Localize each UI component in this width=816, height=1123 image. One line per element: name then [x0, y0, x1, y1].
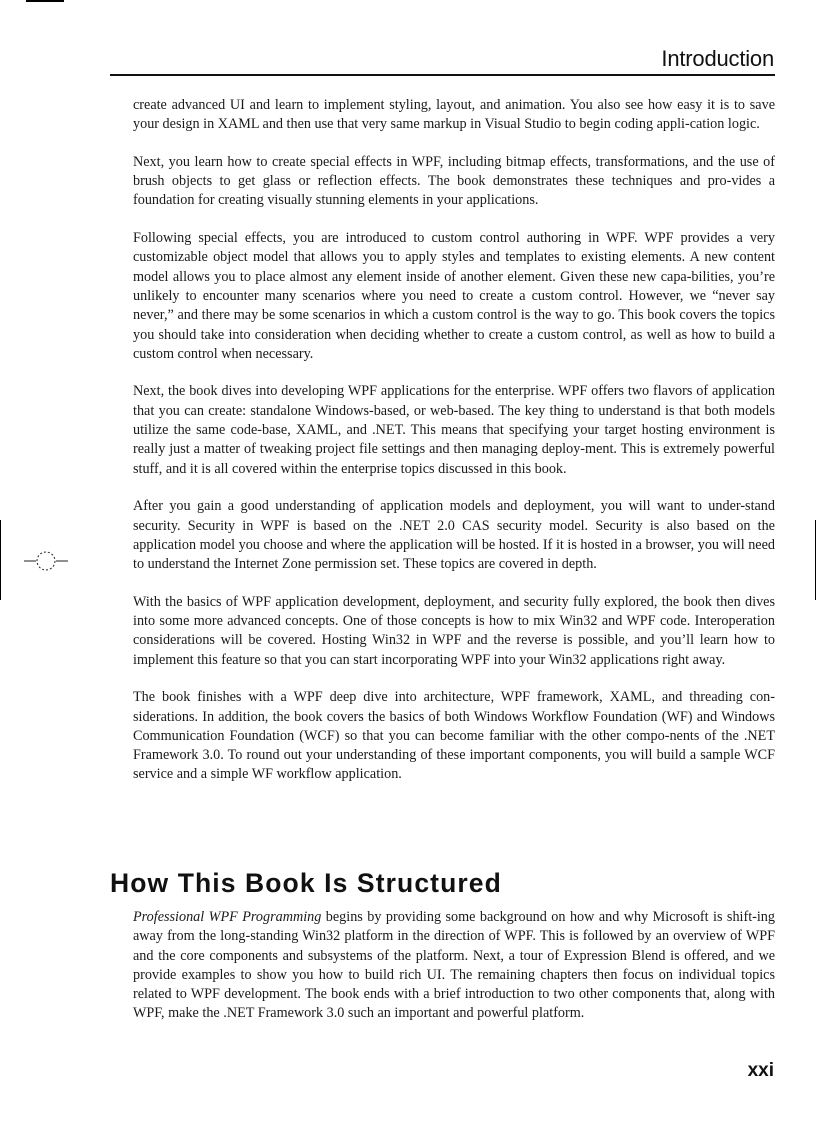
crop-mark-top: [26, 0, 64, 2]
section-body: [133, 908, 775, 1024]
page-number: xxi: [747, 1060, 774, 1081]
paragraph: create advanced UI and learn to implement styling, layout, and animation. You also see how easy it is to save your design in XAML and then use that very same markup in Visual Studio to begin coding appli-cation logic.: [133, 97, 775, 133]
paragraph: Next, the book dives into developing WPF applications for the enterprise. WPF offers two flavors of application that you can create: standalone Windows-based, or web-based. The key thing to understand is that both models utilize the same code-base, XAML, and .NET. This means that specifying your target hosting environment is really just a matter of tweaking project file settings and then managing deploy-ment. This is extremely powerful stuff, and it is all covered within the enterprise topics discussed in this book.: [133, 383, 775, 477]
crop-mark-left: [0, 520, 1, 600]
running-head: Introduction: [661, 46, 774, 71]
paragraph: The book finishes with a WPF deep dive into architecture, WPF framework, XAML, and threading con-siderations. In addition, the book covers the basics of both Windows Workflow Foundation (WF) and Windows Communication Foundation (WCF) so that you can become familiar with the other compo-nents of the .NET Framework 3.0. To round out your understanding of these important components, you will build a sample WCF service and a simple WF workflow application.: [133, 689, 775, 783]
body-text: [133, 96, 775, 785]
section-heading: How This Book Is Structured: [110, 868, 502, 898]
paragraph: After you gain a good understanding of application models and deployment, you will want to under-stand security. Security in WPF is based on the .NET 2.0 CAS security model. Security is also based on the application model you choose and where the application will be hosted. If it is hosted in a browser, you will need to understand the Internet Zone permission set. These topics are covered in depth.: [133, 498, 775, 573]
header-rule: [110, 74, 775, 76]
paragraph: Following special effects, you are introduced to custom control authoring in WPF. WPF provides a very customizable object model that allows you to apply styles and templates to existing elements. A new content model allows you to place almost any element inside of another element. Given these new capa-bilities, you’re unlikely to encounter many scenarios where you need to create a custom control. However, we “never say never,” and there may be some scenarios in which a custom control is the way to go. This book covers the topics you should take into consideration when deciding whether to create a custom control, as well as how to build a custom control when necessary.: [133, 230, 775, 362]
paragraph: Next, you learn how to create special effects in WPF, including bitmap effects, transformations, and the use of brush objects to get glass or reflection effects. The book demonstrates these techniques and pro-vides a foundation for creating visually stunning elements in your applications.: [133, 153, 775, 209]
book-title: Professional WPF Programming: [133, 909, 322, 925]
section-paragraph-text: begins by providing some background on how and why Microsoft is shift-ing away from the long-standing Win32 platform in the direction of WPF. This is followed by an overview of WPF and the core components and subsystems of the platform. Next, a tour of Expression Blend is offered, and we provide examples to show you how to build rich UI. The remaining chapters then focus on individual topics related to WPF development. The book ends with a brief introduction to two other components that, along with WPF, make the .NET Framework 3.0 such an important and powerful platform.: [133, 909, 775, 1022]
paragraph: With the basics of WPF application development, deployment, and security fully explored, the book then dives into some more advanced concepts. One of those concepts is how to mix Win32 and WPF code. Interoperation considerations will be covered. Hosting Win32 in WPF and the reverse is possible, and you’ll learn how to implement this feature so that you can start incorporating WPF into your Win32 applications right away.: [133, 593, 775, 668]
section-paragraph: [133, 908, 775, 1024]
registration-mark-icon: [24, 548, 68, 574]
